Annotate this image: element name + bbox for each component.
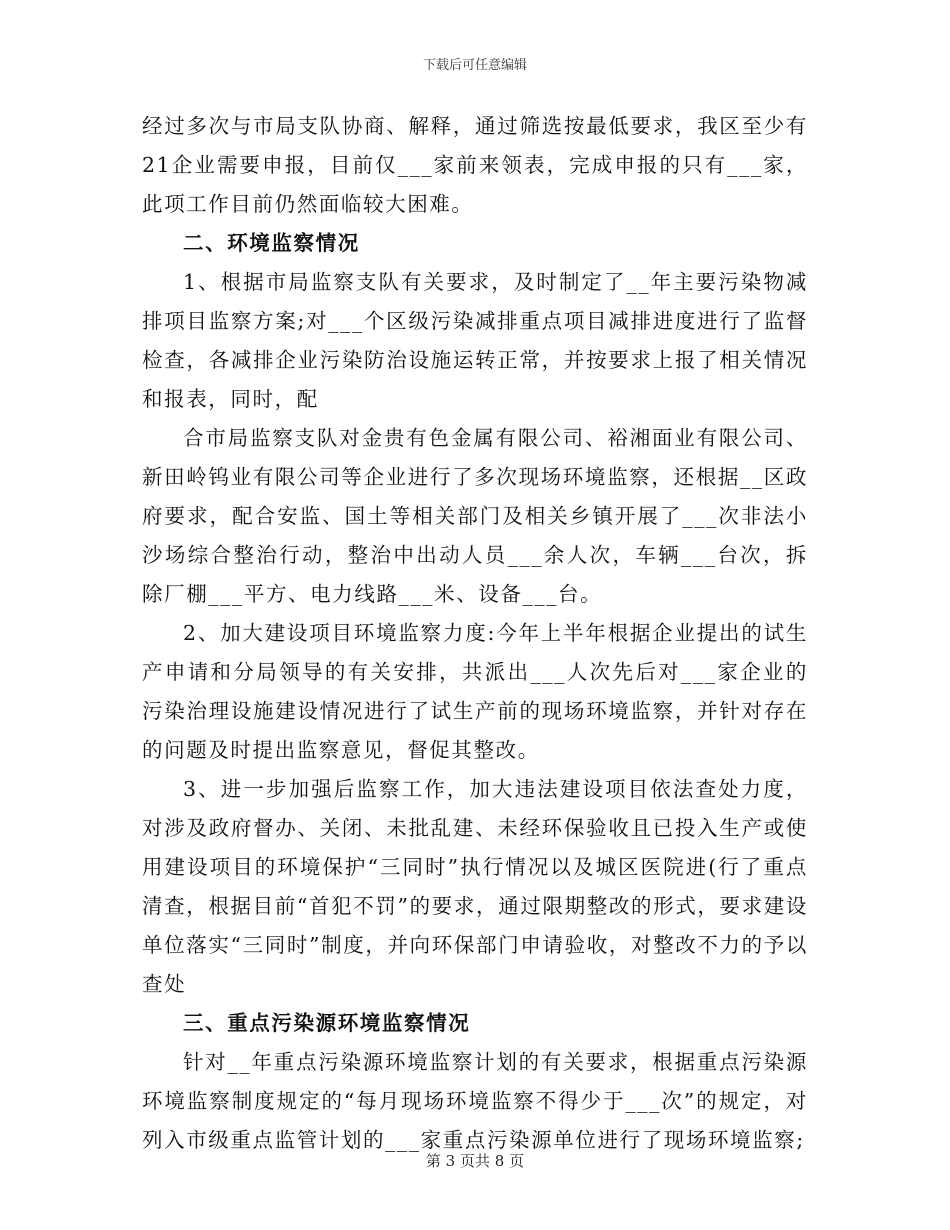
section-heading-2: 二、环境监察情况 bbox=[183, 231, 360, 255]
document-body bbox=[142, 107, 808, 1160]
paragraph-item-3: 3、进一步加强后监察工作，加大违法建设项目依法查处力度，对涉及政府督办、关闭、未批乱建、未经环保验收且已投入生产或使用建设项目的环境保护“三同时”执行情况以及城区医院进(行了重点清查，根据目前“首犯不罚”的要求，通过限期整改的形式，要求建设单位落实“三同时”制度，并向环保部门申请验收，对整改不力的予以查处 bbox=[142, 777, 808, 996]
paragraph-item-2: 2、加大建设项目环境监察力度:今年上半年根据企业提出的试生产申请和分局领导的有关安排，共派出___人次先后对___家企业的污染治理设施建设情况进行了试生产前的现场环境监察，并针对存在的问题及时提出监察意见，督促其整改。 bbox=[142, 621, 808, 762]
page-header: 下载后可任意编辑 bbox=[422, 58, 527, 73]
paragraph-continuation: 经过多次与市局支队协商、解释，通过筛选按最低要求，我区至少有21企业需要申报，目前仅___家前来领表，完成申报的只有___家，此项工作目前仍然面临较大困难。 bbox=[142, 114, 808, 216]
paragraph-item-1: 1、根据市局监察支队有关要求，及时制定了__年主要污染物减排项目监察方案;对___个区级污染减排重点项目减排进度进行了监督检查，各减排企业污染防治设施运转正常，并按要求上报了相关情况和报表，同时，配 bbox=[142, 270, 808, 411]
page-footer: 第 3 页共 8 页 bbox=[425, 1152, 525, 1170]
paragraph-item-1-cont: 合市局监察支队对金贵有色金属有限公司、裕湘面业有限公司、新田岭钨业有限公司等企业进行了多次现场环境监察，还根据__区政府要求，配合安监、国土等相关部门及相关乡镇开展了___次非法小沙场综合整治行动，整治中出动人员___余人次，车辆___台次，拆除厂棚___平方、电力线路___米、设备___台。 bbox=[142, 426, 808, 606]
paragraph-section-3: 针对__年重点污染源环境监察计划的有关要求，根据重点污染源环境监察制度规定的“每月现场环境监察不得少于___次”的规定，对列入市级重点监管计划的___家重点污染源单位进行了现场环境监察; bbox=[142, 1050, 808, 1152]
section-heading-3: 三、重点污染源环境监察情况 bbox=[183, 1011, 471, 1035]
